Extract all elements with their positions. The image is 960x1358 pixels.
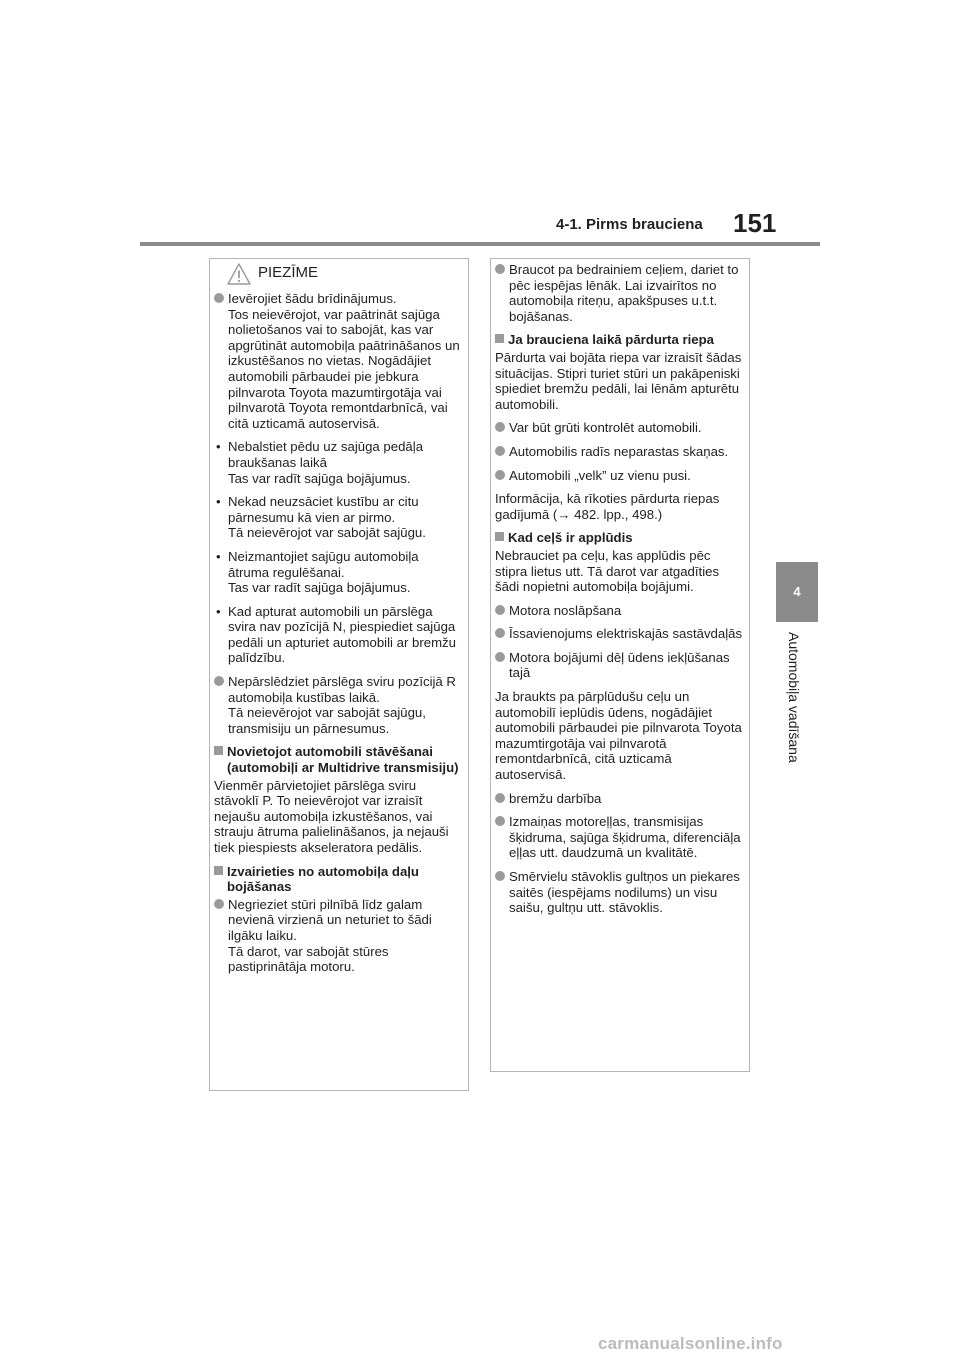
dash-icon: • [216, 439, 221, 455]
sub-text: Nekad neuzsāciet kustību ar citu pārnesumu kā vien ar pirmo. Tā neievērojot var sabojāt sajūgu. [228, 494, 426, 541]
bullet-text: Ievērojiet šādu brīdinājumus. Tos neievērojot, var paātrināt sajūga nolietošanos vai to sabojāt, kas var apgrūtināt automobiļa paātrināšanos un izkustēšanos no vietas. Nogādājiet automobili pārbaudei pie jebkura pilnvarota Toyota mazumtirgotāja vai pilnvarotā Toyota remontdarbnīcā, vai citā uzticamā autoservisā. [228, 291, 460, 431]
paragraph: Nebrauciet pa ceļu, kas applūdis pēc stipra lietus utt. Tā darot var atgadīties šādi nopietni automobiļa bojājumi. [495, 547, 720, 595]
bullet-text: bremžu darbība [509, 790, 602, 806]
bullet-text: Motora noslāpšana [509, 602, 622, 618]
paragraph: Vienmēr pārvietojiet pārslēga sviru stāvoklī P. To neievērojot var izraisīt nejaušu automobiļa izkustēšanos, vai strauju ātruma palielināšanos, ja nejauši tiek piespiests akseleratora pedālis. [214, 777, 449, 855]
bullet-text: Automobilis radīs neparastas skaņas. [509, 443, 729, 459]
bullet-text: Automobili „velk” uz vienu pusi. [509, 467, 691, 483]
bullet-text: Negrieziet stūri pilnībā līdz galam nevienā virzienā un neturiet to šādi ilgāku laiku. Tā darot, var sabojāt stūres pastiprinātāja motoru. [228, 896, 432, 975]
bullet-icon [495, 652, 505, 662]
page-number: 151 [733, 208, 777, 238]
list-item [214, 291, 462, 431]
bullet-icon [495, 816, 505, 826]
bullet-text: Motora bojājumi dēļ ūdens iekļūšanas tajā [509, 649, 730, 681]
sub-list-item [214, 549, 462, 596]
square-bullet-icon [495, 334, 504, 343]
section-heading [214, 864, 462, 895]
bullet-text: Var būt grūti kontrolēt automobili. [509, 420, 702, 436]
section-heading [495, 332, 743, 348]
bullet-icon [495, 871, 505, 881]
warning-triangle-icon [226, 262, 252, 291]
list-item [495, 420, 743, 436]
bullet-text: Īssavienojums elektriskajās sastāvdaļās [509, 626, 743, 642]
list-item [214, 674, 462, 736]
square-bullet-icon [214, 746, 223, 755]
paragraph: Ja braukts pa pārplūdušu ceļu un automobilī ieplūdis ūdens, nogādājiet automobili pārbaudei pie pilnvarota Toyota mazumtirgotāja vai pilnvarotā remontdarbnīcā, citā uzticamā autoservisā. [495, 689, 742, 783]
dash-icon: • [216, 494, 221, 510]
square-bullet-icon [495, 532, 504, 541]
sub-list-item [214, 494, 462, 541]
chapter-label: Automobiļa vadīšana [786, 632, 802, 763]
dash-icon: • [216, 603, 221, 619]
heading-text: Ja brauciena laikā pārdurta riepa [508, 332, 714, 348]
list-item [495, 791, 743, 807]
bullet-text: Smērvielu stāvoklis gultņos un piekares saitēs (iespējams nodilums) un visu saišu, gultņu utt. stāvoklis. [509, 869, 740, 916]
sub-list-item [214, 604, 462, 666]
bullet-text: Nepārslēdziet pārslēga sviru pozīcijā R automobiļa kustības laikā. Tā neievērojot var sabojāt sajūgu, transmisiju un pārnesumus. [228, 674, 456, 736]
sub-list-item [214, 439, 462, 486]
list-item [495, 814, 743, 861]
list-item [495, 603, 743, 619]
bullet-icon [495, 264, 505, 274]
list-item [495, 468, 743, 484]
left-column-content [214, 291, 462, 983]
bullet-icon [495, 605, 505, 615]
list-item [495, 626, 743, 642]
bullet-icon [495, 793, 505, 803]
bullet-icon [214, 899, 224, 909]
list-item [495, 650, 743, 681]
chapter-tab [776, 562, 818, 622]
dash-icon: • [216, 548, 221, 564]
sub-text: Kad apturat automobili un pārslēga svira nav pozīcijā N, piespiediet sajūga pedāli un apturiet automobili ar bremžu palīdzību. [228, 603, 456, 666]
bullet-icon [495, 470, 505, 480]
bullet-icon [495, 628, 505, 638]
section-title: 4-1. Pirms brauciena [556, 216, 703, 233]
bullet-icon [495, 422, 505, 432]
heading-text: Kad ceļš ir applūdis [508, 530, 633, 546]
notice-header [210, 259, 468, 289]
chapter-number: 4 [793, 584, 801, 599]
square-bullet-icon [214, 866, 223, 875]
section-heading [214, 744, 462, 775]
sub-text: Neizmantojiet sajūgu automobiļa ātruma regulēšanai. Tas var radīt sajūga bojājumus. [228, 548, 419, 596]
paragraph: Pārdurta vai bojāta riepa var izraisīt šādas situācijas. Stipri turiet stūri un pakāpeniski spiediet bremžu pedāli, lai lēnām apturētu automobili. [495, 349, 742, 412]
heading-text: Izvairieties no automobiļa daļu bojāšanas [227, 863, 419, 895]
right-column-content [495, 262, 743, 924]
list-item [495, 444, 743, 460]
heading-text: Novietojot automobili stāvēšanai (automobiļi ar Multidrive transmisiju) [227, 744, 459, 776]
sub-text: Nebalstiet pēdu uz sajūga pedāļa braukšanas laikā Tas var radīt sajūga bojājumus. [228, 439, 424, 486]
notice-box-continued [490, 258, 750, 1072]
list-item [214, 897, 462, 975]
notice-box [209, 258, 469, 1091]
header-divider [140, 242, 820, 246]
section-heading [495, 530, 743, 546]
bullet-text: Braucot pa bedrainiem ceļiem, dariet to pēc iespējas lēnāk. Lai izvairītos no automobiļa riteņu, apakšpuses u.t.t. bojāšanas. [509, 262, 739, 324]
bullet-icon [214, 293, 224, 303]
bullet-icon [214, 676, 224, 686]
paragraph-page-reference: Informācija, kā rīkoties pārdurta riepas gadījumā (→ 482. lpp., 498.) [495, 491, 720, 522]
notice-title: PIEZĪME [258, 264, 319, 281]
list-item [495, 869, 743, 916]
watermark: carmanualsonline.info [598, 1334, 783, 1353]
list-item [495, 262, 743, 324]
bullet-text: Izmaiņas motoreļļas, transmisijas šķidruma, sajūga šķidruma, diferenciāļa eļļas utt. daudzumā un kvalitātē. [509, 814, 741, 861]
bullet-icon [495, 446, 505, 456]
